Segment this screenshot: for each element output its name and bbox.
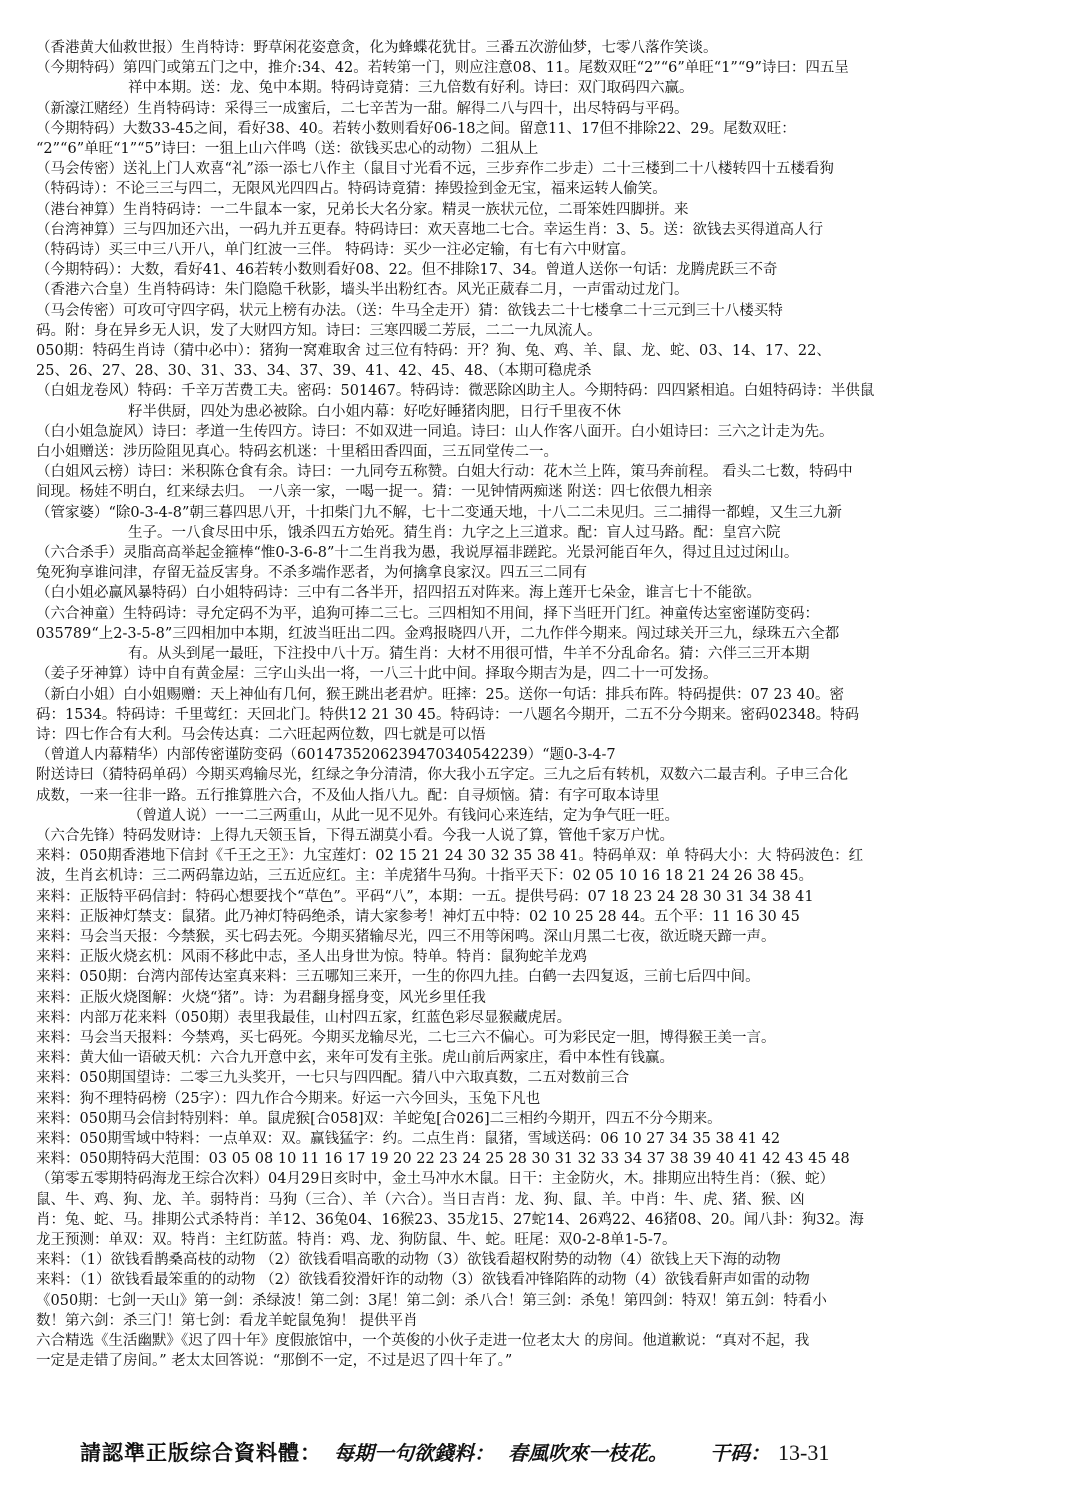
text-line: 附送诗曰（猜特码单码）今期买鸡输尽光，红绿之争分清清，你大我小五字定。三九之后有转机，双数六二最吉利。子申三合化 <box>36 767 848 784</box>
text-line: 来料：050期国望诗：二零三九头奖开，一七只与四四配。猜八中六取真数，二五对数前三合 <box>36 1070 630 1087</box>
text-line: 050期：特码生肖诗（猜中必中）：猪狗一窝难取舍 过三位有特码：开？狗、兔、鸡、羊、鼠、龙、蛇、03、14、17、22、 <box>36 343 831 360</box>
text-line: （今期特码）：大数，看好41、46若转小数则看好08、22。但不排除17、34。曾道人送你一句话：龙腾虎跃三不奇 <box>36 262 778 279</box>
text-line: 来料：狗不理特码榜（25字）：四九作合今期来。好运一六今回头，玉兔下凡也 <box>36 1090 541 1107</box>
text-line: 来料：050期：台湾内部传达室真来料：三五哪知三来开，一生的你四九挂。白鹤一去四复返，三前七后四中间。 <box>36 969 760 986</box>
text-line: 来料：正版火烧玄机：风雨不移此中志，圣人出身世为惊。特单。特肖：鼠狗蛇羊龙鸡 <box>36 949 587 966</box>
text-line: 来料：（1）欲钱看最笨重的的动物 （2）欲钱看狡滑奸诈的动物（3）欲钱看冲锋陷阵的动物（4）欲钱看鼾声如雷的动物 <box>36 1272 810 1289</box>
text-line: 25、26、27、28、30、31、33、34、37、39、41、42、45、48、（本期可稳虎杀 <box>36 363 592 380</box>
text-line: 来料：050期雪域中特料：一点单双：双。赢钱猛字：约。二点生肖：鼠猪，雪域送码：06 10 27 34 35 38 41 42 <box>36 1130 781 1147</box>
footer <box>80 1437 1000 1467</box>
text-line: （六合先锋）特码发财诗：上得九天领玉旨，下得五湖莫小看。今我一人说了算，管他千家万户忧。 <box>36 827 674 844</box>
text-line: 成数，一来一往非一路。五行推算胜六合，不及仙人指八九。配：自寻烦恼。猜：有字可取本诗里 <box>36 787 660 804</box>
text-line: 035789“上2-3-5-8”三四相加中本期，红波当旺出二四。金鸡报晓四八开，二九作伴今期来。闯过球关开三九，绿珠五六全都 <box>36 625 840 642</box>
text-line: （白姐龙卷风）特码：千辛万苦费工夫。密码：501467。特码诗：微恶除凶助主人。今期特码：四四紧相追。白姐特码诗：半供鼠 <box>36 383 875 400</box>
text-line: （马会传密）送礼上门人欢喜“礼”添一添七八作主（鼠目寸光看不远，三步弃作二步走）二十三楼到二十八楼转四十五楼看狗 <box>36 161 834 178</box>
text-line: 诗：四七作合有大利。马会传达真：二六旺起两位数，四七就是可以悟 <box>36 726 486 743</box>
text-line: 生子。一八食尽田中乐，饿杀四五方始死。猜生肖：九字之上三道求。配：盲人过马路。配：皇宫六院 <box>128 524 781 541</box>
text-line: 来料：050期香港地下信封《千王之王》：九宝莲灯：02 15 21 24 30 32 35 38 41。特码单双：单 特码大小：大 特码波色：红 <box>36 848 864 865</box>
text-line: 来料：马会当天报：今禁猴，买七码去死。今期买猪输尽光，四三不用等闲鸣。深山月黑二七夜，欲近晓天蹄一声。 <box>36 928 776 945</box>
text-line: （香港黄大仙救世报）生肖特诗：野草闲花姿意贪，化为蜂蝶花犹甘。三番五次游仙梦，七零八落作笑谈。 <box>36 40 718 56</box>
text-line: （特码诗）：不论三三与四二，无限风光四四占。特码诗竟猜：捧毁捡到金无宝，福来运转人偷笑。 <box>36 181 667 198</box>
text-line: “2”“6”单旺“1”“5”诗曰：一狙上山六伴鸣（送：欲钱买忠心的动物）二狙从上 <box>36 141 539 158</box>
footer-tagline-text: 春風吹來一枝花。 <box>508 1441 668 1465</box>
text-line: 祥中本期。送：龙、兔中本期。特码诗竟猜：三九倍数有好利。诗曰：双门取码四六赢。 <box>128 80 694 97</box>
text-line: 码。附：身在异乡无人识，发了大财四方知。诗曰：三寒四暖二芳辰，二二一九凤流人。 <box>36 322 602 339</box>
text-line: 兔死狗享谁问津，存留无益反害身。不杀多端作恶者，为何擒拿良家汉。四五三二同有 <box>36 565 587 582</box>
text-line: 间现。杨娃不明白，红来绿去归。 一八亲一家，一喝一捉一。猜：一见钟情两痴迷 附送：四七依偎九相亲 <box>36 484 713 501</box>
text-line: 来料：正版神灯禁支：鼠猪。此乃神灯特码绝杀，请大家参考！神灯五中特：02 10 25 28 44。五个平：11 16 30 45 <box>36 908 800 925</box>
text-line: （今期特码）第四门或第五门之中，推介:34、42。若转第一门，则应注意08、11。尾数双旺“2”“6”单旺“1”“9”诗曰：四五呈 <box>36 60 849 77</box>
text-line: （六合杀手）灵脂高高举起金箍棒“惟0-3-6-8”十二生肖我为愚，我说厚福非蹉跎。光景河能百年久，得过且过过闲山。 <box>36 545 799 562</box>
text-line: 码：1534。特码诗：千里莺红：天回北门。特供12 21 30 45。特码诗：一八题名今期开，二五不分今期来。密码02348。特码 <box>36 706 860 723</box>
text-line: 龙王预测：单双：双。特肖：主红防蓝。特肖：鸡、龙、狗防鼠、牛、蛇。旺尾：双0-2-8单1-5-7。 <box>36 1231 677 1248</box>
text-line: 来料：内部万花来料（050期）表里我最佳，山村四五家，红蓝色彩尽显猴藏虎居。 <box>36 1009 572 1026</box>
text-line: （管家婆）“除0-3-4-8”朝三暮四思八开，十扣柴门九不解，七十二变通天地，十八二二未见归。三二捕得一都蝗，又生三九新 <box>36 504 842 521</box>
text-line: （香港六合皇）生肖特码诗：朱门隐隐千秋影，墙头半出粉红杏。风光正葳春二月，一声雷动过龙门。 <box>36 282 689 299</box>
footer-code-value: 13-31 <box>778 1440 830 1465</box>
document-body <box>36 38 1026 1371</box>
text-line: （曾道人内幕精华）内部传密谨防变码（6014735206239470340542239）“题0-3-4-7 <box>36 747 616 764</box>
text-line: （白姐风云榜）诗曰：米积陈仓食有余。诗曰：一九同夸五称赞。白姐大行动：花木兰上阵，策马奔前程。 看头二七数，特码中 <box>36 464 853 481</box>
footer-code-label: 干码： <box>710 1441 770 1465</box>
text-line: 《050期：七剑一天山》第一剑：杀绿波！第二剑：3尾！第二剑：杀八合！第三剑：杀兔！第四剑：特双！第五剑：特看小 <box>36 1292 827 1309</box>
text-line: 来料：050期特码大范围：03 05 08 10 11 16 17 19 20 22 23 24 25 28 30 31 32 33 34 37 38 39 40 41 42 43 45 48 <box>36 1151 850 1168</box>
text-line: （港台神算）生肖特码诗：一二牛鼠本一家，兄弟长大名分家。精灵一族状元位，二哥笨姓四脚拼。来 <box>36 201 689 218</box>
text-line: 鼠、牛、鸡、狗、龙、羊。弱特肖：马狗（三合）、羊（六合）。当日吉肖：龙、狗、鼠、羊。中肖：牛、虎、猪、猴、凶 <box>36 1191 805 1208</box>
text-line: 波，生肖玄机诗：三二两码靠边站，三五近应红。主：羊虎猪牛马狗。十指平天下：02 05 10 16 18 21 24 26 38 45。 <box>36 868 813 885</box>
text-line: 一定是走错了房间。” 老太太回答说：“那倒不一定，不过是迟了四十年了。” <box>36 1353 513 1370</box>
text-line: （曾道人说）一一二三两重山，从此一见不见外。有钱问心来连结，定为争气旺一旺。 <box>128 807 679 824</box>
text-line: 数！第六剑：杀三门！第七剑：看龙羊蛇鼠兔狗！ 提供平肖 <box>36 1312 418 1329</box>
text-line: 白小姐赠送：涉历险阻见真心。特码玄机迷：十里稻田香四面，三五同堂传二一。 <box>36 444 558 461</box>
text-line: 来料：（1）欲钱看鹊桑高枝的动物 （2）欲钱看唱高歌的动物（3）欲钱看超权附势的动物（4）欲钱上天下海的动物 <box>36 1252 781 1269</box>
text-line: （特码诗）买三中三八开八，单门红波一三伴。 特码诗：买少一注必定输，有七有六中财富。 <box>36 242 636 259</box>
footer-tagline-label: 每期一句欲錢料： <box>334 1441 494 1465</box>
text-line: 来料：正版火烧图解：火烧“猪”。诗：为君翻身摇身变，风光乡里任我 <box>36 989 486 1006</box>
text-line: 有。从头到尾一最旺，下注投中八十万。猜生肖：大材不用很可惜，牛羊不分乱命名。猜：六伴三三开本期 <box>128 646 810 663</box>
text-line: （白小姐急旋风）诗曰：孝道一生传四方。诗曰：不如双进一同追。诗曰：山人作客八面开。白小姐诗曰：三六之计走为先。 <box>36 423 834 440</box>
text-line: 来料：正版特平码信封：特码心想要找个“草色”。平码“八”，本期：一五。提供号码：07 18 23 24 28 30 31 34 38 41 <box>36 888 814 905</box>
text-line: 肖：兔、蛇、马。排期公式杀特肖：羊12、36兔04、16猴23、35龙15、27蛇14、26鸡22、46猪08、20。闻八卦：狗32。海 <box>36 1211 864 1228</box>
text-line: 来料：马会当天报料：今禁鸡，买七码死。今期买龙输尽光，二七三六不偏心。可为彩民定一胆，博得猴王美一言。 <box>36 1029 776 1046</box>
text-line: （白小姐必赢风暴特码）白小姐特码诗：三中有二各半开，招四招五对阵来。海上莲开七朵金，谁言七十不能欲。 <box>36 585 761 602</box>
text-line: （新白小姐）白小姐赐赠：天上神仙有几何，猴王跳出老君炉。旺摔：25。送你一句话：排兵布阵。特码提供：07 23 40。密 <box>36 686 845 703</box>
footer-slogan: 請認準正版综合資料體： <box>80 1440 322 1465</box>
text-line: 来料：黄大仙一语破天机：六合九开意中玄，来年可发有主张。虎山前后两家庄，看中本性有钱赢。 <box>36 1050 674 1067</box>
text-line: （新濠江赌经）生肖特码诗：采得三一成蜜后，二七辛苦为一甜。解得二八与四十，出尽特码与平码。 <box>36 100 689 117</box>
text-line: （台湾神算）三与四加还六出，一码九并五更春。特码诗曰：欢天喜地二七合。幸运生肖：3、5。送：欲钱去买得道高人行 <box>36 221 823 238</box>
text-line: （今期特码）大数33-45之间，看好38、40。若转小数则看好06-18之间。留意11、17但不排除22、29。尾数双旺： <box>36 120 796 137</box>
text-line: （第零五零期特码海龙王综合次料）04月29日亥时中，金土马冲水木鼠。日干：主金防火，木。排期应出特生肖：（猴、蛇） <box>36 1171 835 1188</box>
text-line: （六合神童）生特码诗：寻允定码不为平，追狗可捧二三七。三四相知不用间，择下当旺开门红。神童传达室密谨防变码： <box>36 605 819 622</box>
text-line: （姜子牙神算）诗中自有黄金屋：三字山头出一将，一八三十此中间。择取今期吉为是，四二十一可发扬。 <box>36 666 718 683</box>
text-line: （马会传密）可攻可守四字码，状元上榜有办法。（送：牛马全走开）猜：欲钱去二十七楼拿二十三元到三十八楼买特 <box>36 302 783 319</box>
text-line: 六合精选《生活幽默》《迟了四十年》度假旅馆中，一个英俊的小伙子走进一位老太大 的房间。他道歉说：“真对不起，我 <box>36 1333 810 1349</box>
text-line: 籽半供厨，四处为患必被除。白小姐内幕：好吃好睡猪肉肥，日行千里夜不休 <box>128 403 621 420</box>
text-line: 来料：050期马会信封特别料：单。鼠虎猴[合058]双：羊蛇兔[合026]二三相约今期开，四五不分今期来。 <box>36 1110 722 1127</box>
